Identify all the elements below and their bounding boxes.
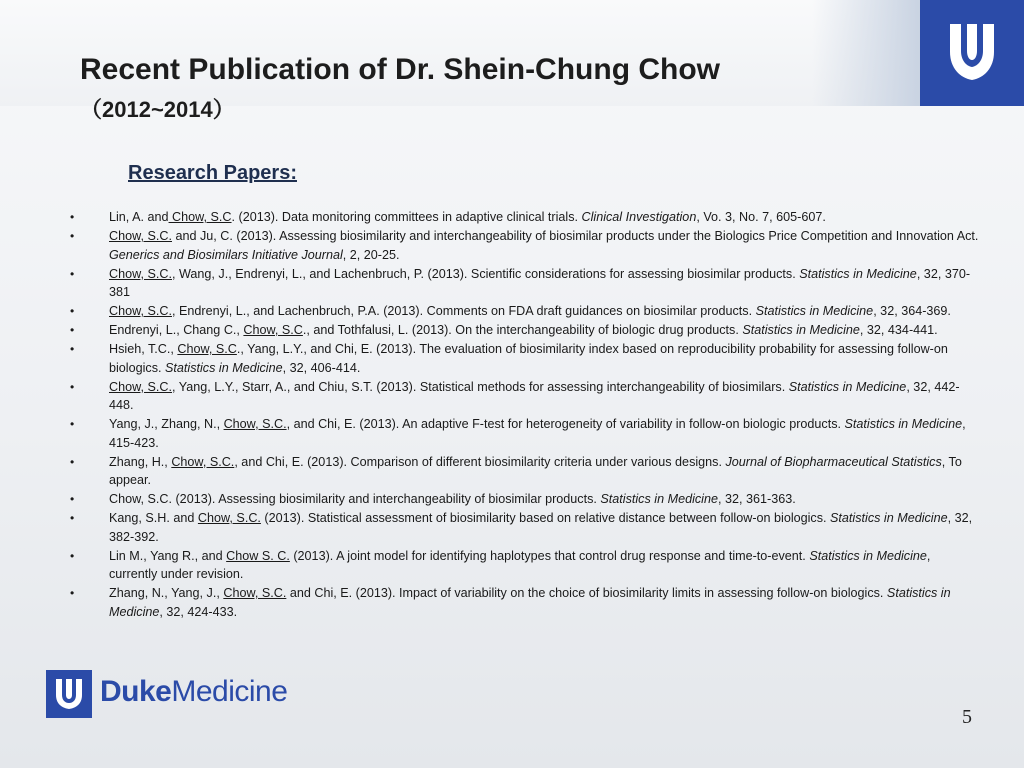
reference-text: Zhang, H., xyxy=(109,454,172,469)
reference-text: , 2, 20-25. xyxy=(342,247,400,262)
bullet: • xyxy=(70,210,75,224)
reference-text: and Ju, C. (2013). Assessing biosimilarity and interchangeability of biosimilar products under the Biologics Price Competition and Innovation Act. xyxy=(172,229,979,243)
reference-text: , Wang, J., Endrenyi, L., and Lachenbruch, P. (2013). Scientific considerations for assessing biosimilar products. xyxy=(172,266,800,281)
reference-item xyxy=(0,378,1024,415)
reference-text: ., Yang, L.Y., and Chi, E. (2013). The evaluation of biosimilarity index based on reproducibility probability for assessing follow-on biologics. xyxy=(109,342,948,375)
section-heading: Research Papers: xyxy=(128,162,297,184)
reference-item xyxy=(0,208,1024,227)
journal-name: Statistics in Medicine xyxy=(755,304,874,318)
reference-text: Endrenyi, L., Chang C., xyxy=(109,323,244,337)
reference-text: Yang, J., Zhang, N., xyxy=(109,417,224,431)
reference-item xyxy=(0,302,1024,321)
reference-item xyxy=(0,453,1024,490)
bullet: • xyxy=(70,417,75,431)
shield-icon xyxy=(948,18,996,82)
journal-name: Statistics in Medicine xyxy=(165,360,283,375)
reference-text: . (2013). Data monitoring committees in adaptive clinical trials. xyxy=(231,210,582,224)
journal-name: Statistics in Medicine xyxy=(830,511,948,525)
year-range: （2012~2014） xyxy=(80,97,235,122)
reference-text: ., and Tothfalusi, L. (2013). On the interchangeability of biologic drug products. xyxy=(302,323,743,337)
author-highlight: Chow, S.C. xyxy=(109,379,172,394)
bullet: • xyxy=(70,304,75,318)
reference-text: , 32, 406-414. xyxy=(282,360,361,375)
reference-item xyxy=(0,509,1024,546)
bullet: • xyxy=(70,454,75,469)
brand-name-regular: Medicine xyxy=(171,675,288,708)
reference-text: Chow, S.C. (2013). Assessing biosimilarity and interchangeability of biosimilar products. xyxy=(109,492,601,506)
bullet: • xyxy=(70,492,75,506)
reference-text: , 32, 364-369. xyxy=(873,304,951,318)
journal-name: Statistics in Medicine xyxy=(844,417,963,431)
journal-name: Statistics in Medicine xyxy=(600,492,718,506)
reference-text: Kang, S.H. and xyxy=(109,511,198,525)
reference-text: (2013). A joint model for identifying haplotypes that control drug response and time-to-event. xyxy=(289,548,810,563)
journal-name: Statistics in Medicine xyxy=(799,266,917,281)
author-highlight: Chow, S.C. xyxy=(109,229,172,243)
reference-text: , 415-423. xyxy=(109,417,966,450)
bullet: • xyxy=(70,266,75,281)
bullet: • xyxy=(70,323,75,337)
reference-text: , currently under revision. xyxy=(109,548,931,581)
brand-name-bold: Duke xyxy=(100,675,172,708)
reference-list xyxy=(0,208,1024,622)
author-highlight: Chow, S.C xyxy=(177,342,237,356)
journal-name: Statistics in Medicine xyxy=(742,323,860,337)
journal-name: Statistics in Medicine xyxy=(109,586,951,619)
duke-medicine-wordmark xyxy=(100,675,287,709)
reference-item xyxy=(0,490,1024,509)
reference-text: Zhang, N., Yang, J., xyxy=(109,586,224,600)
reference-text: and Chi, E. (2013). Impact of variability on the choice of biosimilarity limits in assessing follow-on biologics. xyxy=(286,586,887,600)
reference-text: , 32, 382-392. xyxy=(109,511,973,544)
author-highlight: Chow, S.C. xyxy=(197,511,261,525)
bullet: • xyxy=(70,342,75,356)
journal-name: Clinical Investigation xyxy=(581,210,697,224)
reference-item xyxy=(0,547,1024,584)
author-highlight: Chow S. C. xyxy=(226,548,290,563)
author-highlight: Chow, S.C xyxy=(168,210,232,224)
bullet: • xyxy=(70,229,75,243)
journal-name: Generics and Biosimilars Initiative Journal xyxy=(109,247,343,262)
reference-text: , Vo. 3, No. 7, 605-607. xyxy=(696,210,826,224)
author-highlight: Chow, S.C. xyxy=(223,417,287,431)
reference-item xyxy=(0,415,1024,452)
reference-text: , 32, 424-433. xyxy=(159,604,238,619)
reference-text: , 32, 361-363. xyxy=(717,492,796,506)
reference-text: , 32, 442-448. xyxy=(109,379,960,412)
reference-item xyxy=(0,321,1024,340)
bullet: • xyxy=(70,379,75,394)
reference-text: , Endrenyi, L., and Lachenbruch, P.A. (2013). Comments on FDA draft guidances on biosimilar products. xyxy=(172,304,756,318)
author-highlight: Chow, S.C xyxy=(243,323,303,337)
reference-text: Lin, A. and xyxy=(109,210,169,224)
reference-text: , 32, 370-381 xyxy=(109,266,971,299)
reference-text: , To appear. xyxy=(109,454,962,487)
shield-icon xyxy=(55,678,83,710)
reference-text: Lin M., Yang R., and xyxy=(109,548,227,563)
journal-name: Statistics in Medicine xyxy=(809,548,927,563)
duke-medicine-logo-mark xyxy=(46,670,92,718)
bullet: • xyxy=(70,586,75,600)
reference-item xyxy=(0,584,1024,621)
reference-item xyxy=(0,227,1024,264)
page-number: 5 xyxy=(962,706,972,728)
reference-item xyxy=(0,340,1024,377)
header-fade-strip xyxy=(812,0,920,106)
author-highlight: Chow, S.C. xyxy=(109,266,172,281)
reference-text: , 32, 434-441. xyxy=(859,323,938,337)
reference-text: , and Chi, E. (2013). An adaptive F-test for heterogeneity of variability in follow-on biologic products. xyxy=(286,417,845,431)
bullet: • xyxy=(70,548,75,563)
reference-text: , and Chi, E. (2013). Comparison of different biosimilarity criteria under various designs. xyxy=(234,454,726,469)
duke-shield-logo xyxy=(920,0,1024,106)
journal-name: Statistics in Medicine xyxy=(788,379,907,394)
page-title: Recent Publication of Dr. Shein-Chung Chow xyxy=(80,53,721,86)
author-highlight: Chow, S.C. xyxy=(223,586,287,600)
reference-text: , Yang, L.Y., Starr, A., and Chiu, S.T. (2013). Statistical methods for assessing interchangeability of biosimilars. xyxy=(172,379,789,394)
author-highlight: Chow, S.C. xyxy=(171,454,235,469)
reference-item xyxy=(0,265,1024,302)
author-highlight: Chow, S.C. xyxy=(109,304,172,318)
reference-text: (2013). Statistical assessment of biosimilarity based on relative distance between follow-on biologics. xyxy=(260,511,831,525)
bullet: • xyxy=(70,511,75,525)
reference-text: Hsieh, T.C., xyxy=(109,342,178,356)
journal-name: Journal of Biopharmaceutical Statistics xyxy=(725,454,942,469)
